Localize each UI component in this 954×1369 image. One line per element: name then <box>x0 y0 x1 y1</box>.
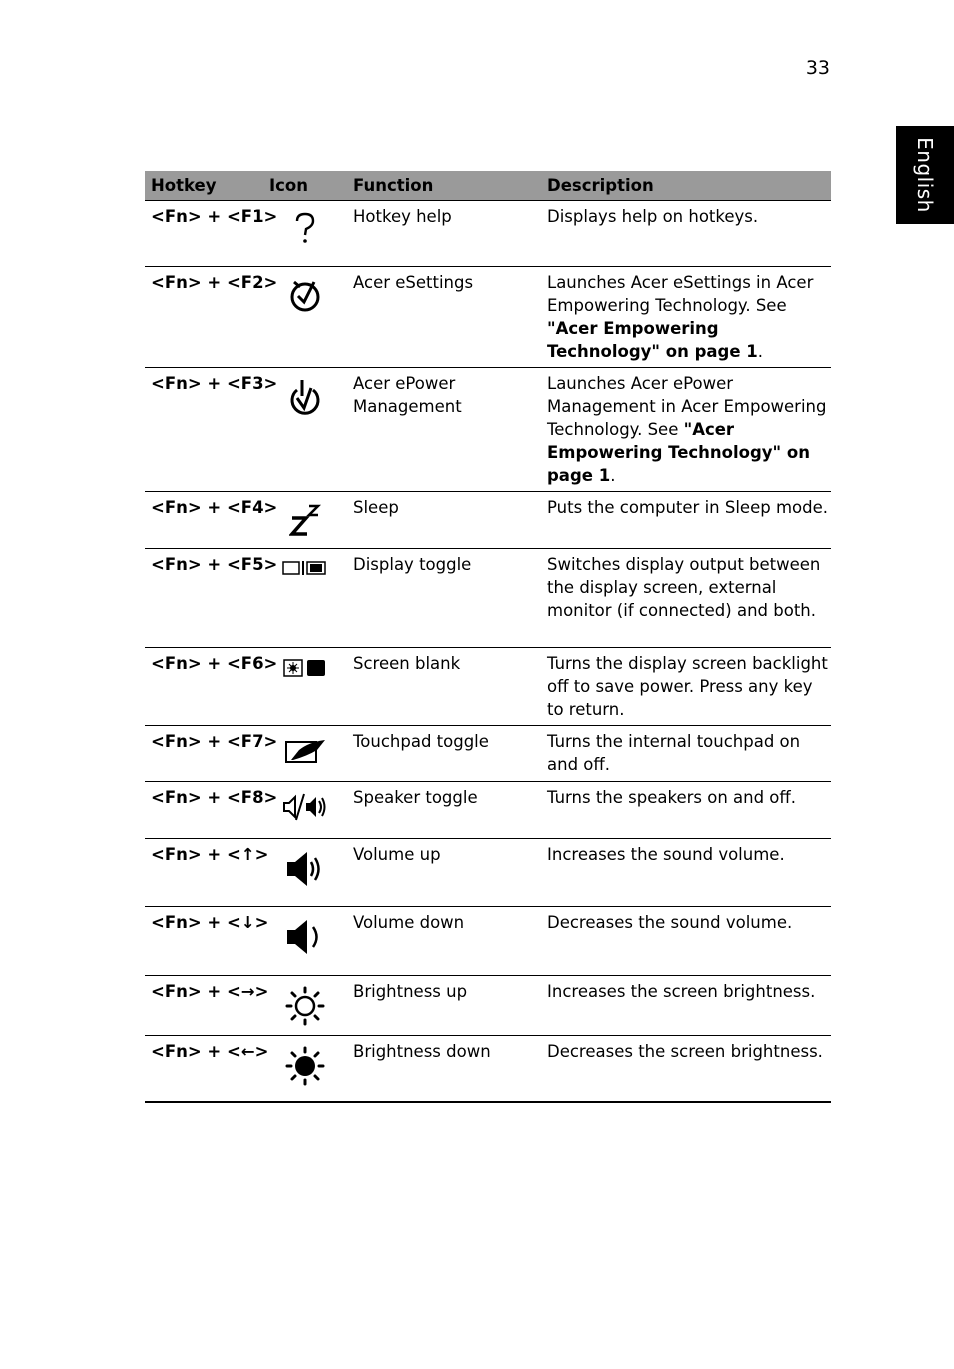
header-hotkey: Hotkey <box>145 171 263 201</box>
hotkey-cell: <Fn> + <F1> <box>145 201 263 267</box>
description-cell <box>541 907 831 976</box>
function-cell: Screen blank <box>347 648 541 726</box>
description-text: Increases the sound volume. <box>547 845 785 864</box>
description-text: Decreases the screen brightness. <box>547 1042 823 1061</box>
hotkey-cell: <Fn> + <F6> <box>145 648 263 726</box>
description-text: Launches Acer eSettings in Acer Empowering Technology. See <box>547 273 814 315</box>
table-row <box>145 368 831 492</box>
icon-cell <box>263 976 347 1036</box>
description-cell <box>541 549 831 648</box>
description-text: Puts the computer in Sleep mode. <box>547 498 828 517</box>
hotkey-cell: <Fn> + <F2> <box>145 267 263 368</box>
table-row <box>145 976 831 1036</box>
description-text: Displays help on hotkeys. <box>547 207 759 226</box>
hotkey-cell: <Fn> + <→> <box>145 976 263 1036</box>
table-row <box>145 492 831 549</box>
description-tail: . <box>757 342 764 361</box>
description-cell <box>541 839 831 907</box>
function-cell: Volume down <box>347 907 541 976</box>
description-cell <box>541 368 831 492</box>
description-cell <box>541 782 831 839</box>
description-cell <box>541 726 831 782</box>
language-tab-label: English <box>913 137 937 213</box>
description-cell <box>541 492 831 549</box>
hotkey-cell: <Fn> + <F7> <box>145 726 263 782</box>
function-cell: Acer eSettings <box>347 267 541 368</box>
icon-cell <box>263 1036 347 1102</box>
description-text: Increases the screen brightness. <box>547 982 816 1001</box>
function-cell: Sleep <box>347 492 541 549</box>
hotkey-cell: <Fn> + <F4> <box>145 492 263 549</box>
description-text: Launches Acer ePower Management in Acer Empowering Technology. See <box>547 374 827 439</box>
header-description: Description <box>541 171 831 201</box>
function-cell: Brightness up <box>347 976 541 1036</box>
function-cell: Brightness down <box>347 1036 541 1102</box>
volume-down-icon <box>263 911 347 957</box>
description-text: Turns the display screen backlight off to save power. Press any key to return. <box>547 654 828 719</box>
description-text: Decreases the sound volume. <box>547 913 793 932</box>
table-row <box>145 839 831 907</box>
table-row <box>145 549 831 648</box>
hotkey-cell: <Fn> + <←> <box>145 1036 263 1102</box>
icon-cell <box>263 839 347 907</box>
description-tail: . <box>610 466 616 485</box>
table-header-row <box>145 171 831 201</box>
description-text: Turns the speakers on and off. <box>547 788 797 807</box>
description-cell <box>541 976 831 1036</box>
cross-reference-link[interactable]: "Acer Empowering Technology" on page 1 <box>547 420 810 485</box>
hotkey-table <box>145 171 831 1103</box>
header-icon: Icon <box>263 171 347 201</box>
cross-reference-link[interactable]: "Acer Empowering Technology" on page 1 <box>547 319 758 361</box>
header-function: Function <box>347 171 541 201</box>
hotkey-cell: <Fn> + <F3> <box>145 368 263 492</box>
hotkey-cell: <Fn> + <↑> <box>145 839 263 907</box>
function-cell: Volume up <box>347 839 541 907</box>
language-tab <box>896 126 954 224</box>
table-row <box>145 267 831 368</box>
icon-cell <box>263 907 347 976</box>
brightness-down-icon <box>263 1040 347 1086</box>
description-text: Turns the internal touchpad on and off. <box>547 732 801 774</box>
table-row <box>145 726 831 782</box>
description-cell <box>541 267 831 368</box>
description-text: Switches display output between the display screen, external monitor (if connected) and both. <box>547 555 821 620</box>
table-row <box>145 907 831 976</box>
hotkey-cell: <Fn> + <F8> <box>145 782 263 839</box>
table-row <box>145 648 831 726</box>
description-cell <box>541 1036 831 1102</box>
hotkey-cell: <Fn> + <↓> <box>145 907 263 976</box>
table-row <box>145 782 831 839</box>
function-cell: Display toggle <box>347 549 541 648</box>
function-cell: Speaker toggle <box>347 782 541 839</box>
page-number: 33 <box>805 57 830 79</box>
brightness-up-icon <box>263 980 347 1026</box>
hotkey-cell: <Fn> + <F5> <box>145 549 263 648</box>
function-cell: Touchpad toggle <box>347 726 541 782</box>
description-cell <box>541 648 831 726</box>
function-cell: Hotkey help <box>347 201 541 267</box>
table-row <box>145 1036 831 1102</box>
description-cell <box>541 201 831 267</box>
volume-up-icon <box>263 843 347 889</box>
table-row <box>145 201 831 267</box>
function-cell: Acer ePower Management <box>347 368 541 492</box>
